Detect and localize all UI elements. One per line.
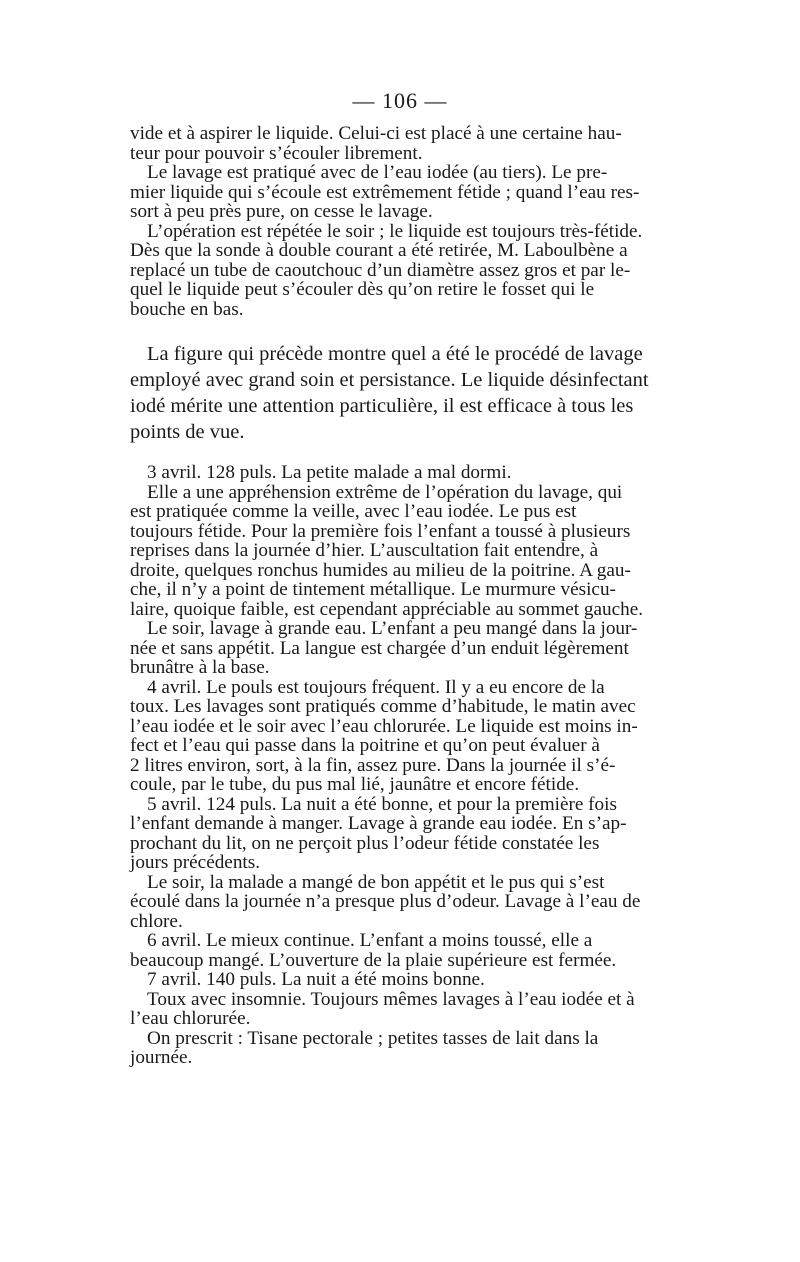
text-line: sort à peu près pure, on cesse le lavage. <box>130 201 433 222</box>
text-line: points de vue. <box>130 421 245 443</box>
text-line: prochant du lit, on ne perçoit plus l’odeur fétide constatée les <box>130 832 600 854</box>
text-line: mier liquide qui s’écoule est extrêmement fétide ; quand l’eau res- <box>130 181 640 203</box>
text-line: laire, quoique faible, est cependant appréciable au sommet gauche. <box>130 598 644 620</box>
text-line: replacé un tube de caoutchouc d’un diamètre assez gros et par le- <box>130 259 631 281</box>
paragraph-block-observations <box>130 463 678 1068</box>
text-line: est pratiquée comme la veille, avec l’eau iodée. Le pus est <box>130 501 577 522</box>
text-line: 4 avril. Le pouls est toujours fréquent. Il y a eu encore de la <box>147 676 605 698</box>
text-line: 5 avril. 124 puls. La nuit a été bonne, et pour la première fois <box>147 793 617 815</box>
text-line: On prescrit : Tisane pectorale ; petites tasses de lait dans la <box>147 1027 599 1049</box>
text-line: l’eau chlorurée. <box>130 1008 251 1029</box>
text-line: Le soir, lavage à grande eau. L’enfant a peu mangé dans la jour- <box>147 618 638 639</box>
text-line: vide et à aspirer le liquide. Celui-ci est placé à une certaine hau- <box>130 123 622 144</box>
text-line: 6 avril. Le mieux continue. L’enfant a moins toussé, elle a <box>147 930 593 951</box>
text-line: iodé mérite une attention particulière, il est efficace à tous les <box>130 395 634 417</box>
text-line: journée. <box>130 1047 193 1068</box>
text-line: toujours fétide. Pour la première fois l’enfant a toussé à plusieurs <box>130 520 631 542</box>
paragraph-block-commentary <box>130 341 678 445</box>
text-line: chlore. <box>130 910 183 932</box>
text-line: teur pour pouvoir s’écouler librement. <box>130 142 423 164</box>
text-line: beaucoup mangé. L’ouverture de la plaie supérieure est fermée. <box>130 949 617 971</box>
text-line: 3 avril. 128 puls. La petite malade a mal dormi. <box>147 462 512 483</box>
paragraph-block-lavage <box>130 124 678 319</box>
text-line: 2 litres environ, sort, à la fin, assez pure. Dans la journée il s’é- <box>130 754 616 776</box>
text-line: che, il n’y a point de tintement métallique. Le murmure vésicu- <box>130 579 616 600</box>
text-line: l’eau iodée et le soir avec l’eau chlorurée. Le liquide est moins in- <box>130 715 638 737</box>
text-line: 7 avril. 140 puls. La nuit a été moins bonne. <box>147 969 485 990</box>
text-line: écoulé dans la journée n’a presque plus d’odeur. Lavage à l’eau de <box>130 891 641 912</box>
text-line: droite, quelques ronchus humides au milieu de la poitrine. A gau- <box>130 559 631 581</box>
page-number: — 106 — <box>352 88 448 113</box>
text-line: brunâtre à la base. <box>130 657 270 678</box>
text-line: bouche en bas. <box>130 298 244 320</box>
text-line: née et sans appétit. La langue est chargée d’un enduit légèrement <box>130 637 629 659</box>
text-line: Dès que la sonde à double courant a été retirée, M. Laboulbène a <box>130 240 628 261</box>
text-line: fect et l’eau qui passe dans la poitrine et qu’on peut évaluer à <box>130 735 600 756</box>
text-line: L’opération est répétée le soir ; le liquide est toujours très-fétide. <box>147 220 643 242</box>
text-line: toux. Les lavages sont pratiqués comme d’habitude, le matin avec <box>130 696 636 717</box>
text-line: reprises dans la journée d’hier. L’auscultation fait entendre, à <box>130 540 599 561</box>
text-line: Toux avec insomnie. Toujours mêmes lavages à l’eau iodée et à <box>147 988 635 1010</box>
text-line: jours précédents. <box>130 852 261 873</box>
text-line: coule, par le tube, du pus mal lié, jaunâtre et encore fétide. <box>130 774 580 795</box>
text-line: employé avec grand soin et persistance. Le liquide désinfectant <box>130 369 649 391</box>
text-line: quel le liquide peut s’écouler dès qu’on retire le fosset qui le <box>130 279 595 300</box>
text-line: l’enfant demande à manger. Lavage à grande eau iodée. En s’ap- <box>130 813 627 834</box>
text-line: Elle a une appréhension extrême de l’opération du lavage, qui <box>147 481 623 503</box>
text-line: Le soir, la malade a mangé de bon appétit et le pus qui s’est <box>147 871 605 893</box>
text-line: Le lavage est pratiqué avec de l’eau iodée (au tiers). Le pre- <box>147 162 608 183</box>
text-line: La figure qui précède montre quel a été le procédé de lavage <box>147 343 643 365</box>
